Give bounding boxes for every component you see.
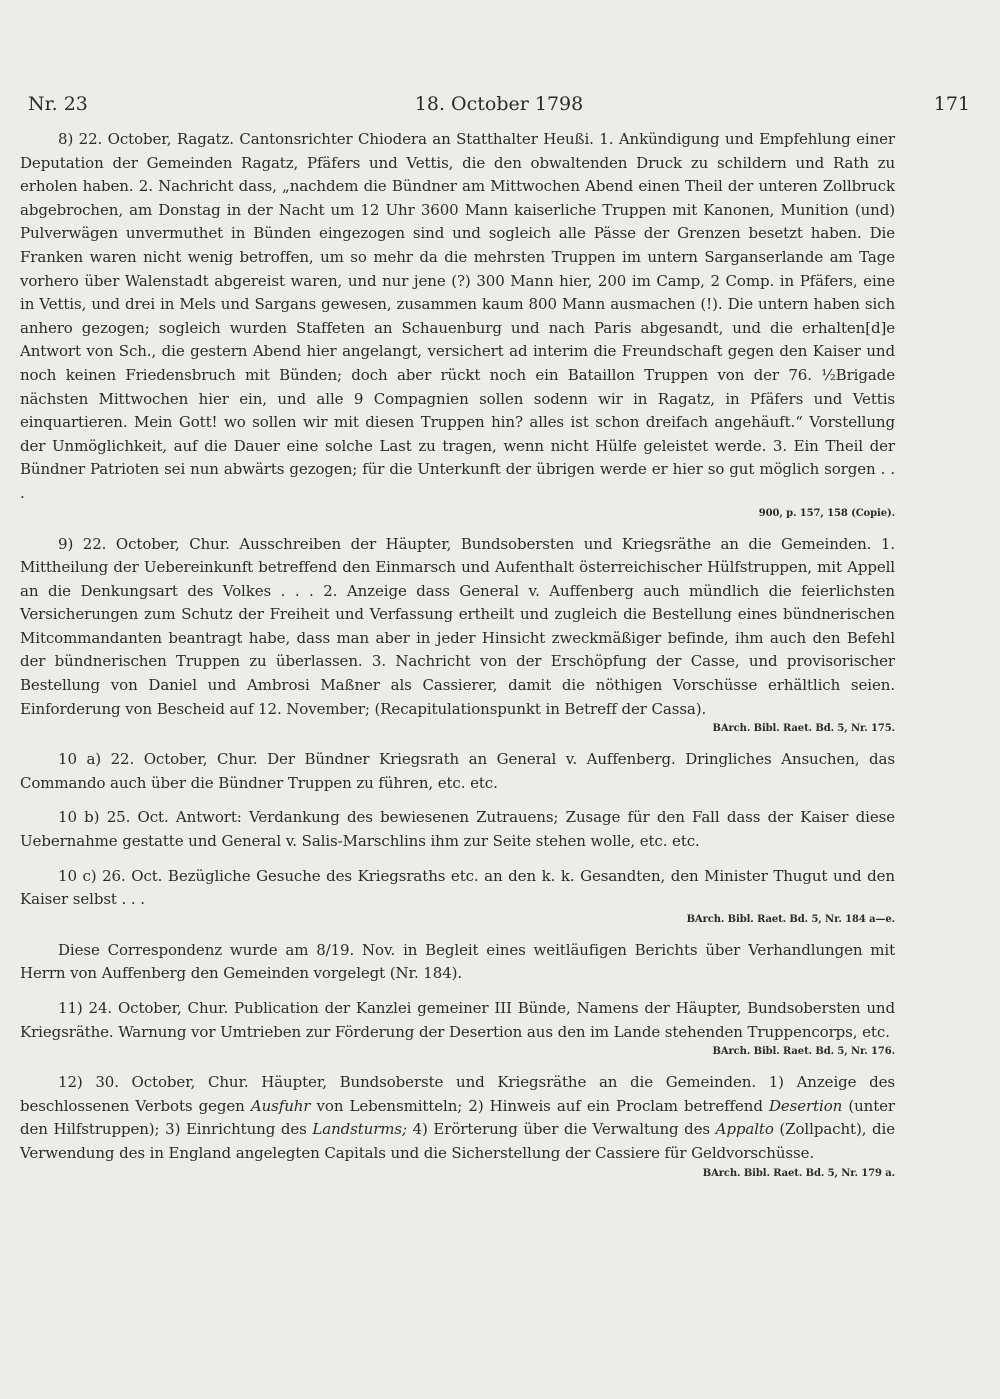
entry-10a <box>20 748 895 795</box>
entry-text: 11) 24. October, Chur. Publication der Kanzlei gemeiner III Bünde, Namens der Häupter, Bundsobersten und Kriegsräthe. Warnung vor Umtrieben zur Förderung der Desertion aus den im Lande stehenden Truppencorps, etc. <box>20 999 895 1041</box>
entry-text: 10 c) 26. Oct. Bezügliche Gesuche des Kriegsraths etc. an den k. k. Gesandten, den Minister Thugut und den Kaiser selbst . . . <box>20 866 895 909</box>
correspondence-note <box>20 939 895 986</box>
entry-text: Diese Correspondenz wurde am 8/19. Nov. in Begleit eines weitläufigen Berichts über Verhandlungen mit Herrn von Auffenberg den Gemeinden vorgelegt (Nr. 184). <box>20 940 895 983</box>
entry-text <box>20 1071 895 1165</box>
entry-12 <box>20 1071 895 1181</box>
italic-term: Appalto <box>715 1120 774 1139</box>
source-reference: BArch. Bibl. Raet. Bd. 5, Nr. 176. <box>712 1046 895 1058</box>
source-reference: BArch. Bibl. Raet. Bd. 5, Nr. 184 a—e. <box>686 913 895 925</box>
page-number: 171 <box>933 93 970 115</box>
entry-text-part: 4) Erörterung über die Verwaltung des <box>406 1120 716 1139</box>
source-reference: 900, p. 157, 158 (Copie). <box>758 507 895 519</box>
entry-text-part: (Zollpacht), die Verwendung des in England angelegten Capitals und die Sicherstellung der Cassiere für Geldvorschüsse. <box>20 1120 895 1162</box>
entry-text: 10 a) 22. October, Chur. Der Bündner Kriegsrath an General v. Auffenberg. Dringliches Ansuchen, das Commando auch über die Bündner Truppen zu führen, etc. etc. <box>20 750 895 792</box>
entry-text-part: (unter den Hilfstruppen); 3) Einrichtung des <box>20 1096 895 1139</box>
entry-text: 10 b) 25. Oct. Antwort: Verdankung des bewiesenen Zutrauens; Zusage für den Fall dass der Kaiser diese Uebernahme gestatte und General v. Salis-Marschlins ihm zur Seite stehen wolle, etc. etc. <box>20 808 895 851</box>
document-number: Nr. 23 <box>28 93 88 115</box>
entry-10c <box>20 865 895 928</box>
source-reference: BArch. Bibl. Raet. Bd. 5, Nr. 179 a. <box>702 1167 895 1179</box>
page-date: 18. October 1798 <box>414 93 584 115</box>
entry-9 <box>20 533 895 738</box>
entry-10b <box>20 806 895 853</box>
entry-text: 8) 22. October, Ragatz. Cantonsrichter Chiodera an Statthalter Heußi. 1. Ankündigung und Empfehlung einer Deputation der Gemeinden Ragatz, Pfäfers und Vettis, die den obwaltenden Druck zu schildern und Rath zu erholen haben. 2. Nachricht dass, „nachdem die Bündner am Mittwochen Abend einen Theil der unteren Zollbruck abgebrochen, am Donstag in der Nacht um 12 Uhr 3600 Mann kaiserliche Truppen mit Kanonen, Munition (und) Pulverwägen unvermuthet in Bünden eingezogen sind und sogleich alle Pässe der Grenzen besetzt haben. Die Franken waren nicht wenig betroffen, um so mehr da die mehrsten Truppen im untern Sarganserlande am Tage vorhero über Walenstadt abgereist waren, und nur jene (?) 300 Mann hier, 200 im Camp, 2 Comp. in Pfäfers, eine in Vettis, und drei in Mels und Sargans gewesen, zusammen kaum 800 Mann ausmachen (!). Die untern haben sich anhero gezogen; sogleich wurden Staffeten an Schauenburg und nach Paris abgesandt, und die erhalten[d]e Antwort von Sch., die gestern Abend hier angelangt, versichert ad interim die Freundschaft gegen den Kaiser und noch keinen Friedensbruch mit Bünden; doch aber rückt noch ein Bataillon Truppen von der 76. ½Brigade nächsten Mittwochen hier ein, und alle 9 Compagnien sollen sodenn wir in Ragatz, in Pfäfers und Vettis einquartieren. Mein Gott! wo sollen wir mit diesen Truppen hin? alles ist schon dreifach angehäuft.“ Vorstellung der Unmöglichkeit, auf die Dauer eine solche Last zu tragen, wenn nicht Hülfe geleistet werde. 3. Ein Theil der Bündner Patrioten sei nun abwärts gezogen; für die Unterkunft der übrigen werde er hier so gut möglich sorgen . . . <box>20 130 895 502</box>
entry-text-part: 12) 30. October, Chur. Häupter, Bundsoberste und Kriegsräthe an die Gemeinden. 1) Anzeige des beschlossenen Verbots gegen <box>20 1073 895 1115</box>
source-reference: BArch. Bibl. Raet. Bd. 5, Nr. 175. <box>712 723 895 735</box>
italic-term: Landsturms; <box>312 1120 407 1139</box>
entry-text-part: von Lebensmitteln; 2) Hinweis auf ein Proclam betreffend <box>310 1096 769 1115</box>
document-body <box>20 128 895 1193</box>
italic-term: Desertion <box>768 1096 843 1115</box>
entry-text: 9) 22. October, Chur. Ausschreiben der Häupter, Bundsobersten und Kriegsräthe an die Gemeinden. 1. Mittheilung der Uebereinkunft betreffend den Einmarsch und Aufenthalt österreichischer Hülfstruppen, mit Appell an die Denkungsart des Volkes . . . 2. Anzeige dass General v. Auffenberg auch mündlich die feierlichsten Versicherungen zum Schutz der Freiheit und Verfassung ertheilt und zugleich die Bestellung eines bündnerischen Mitcommandanten beantragt habe, dass man aber in jeder Hinsicht zweckmäßiger befinde, ihm auch den Befehl der bündnerischen Truppen zu überlassen. 3. Nachricht von der Erschöpfung der Casse, und provisorischer Bestellung von Daniel und Ambrosi Maßner als Cassierer, damit die nöthigen Vorschüsse erhältlich seien. Einforderung von Bescheid auf 12. November; (Recapitulationspunkt in Betreff der Cassa). <box>20 534 895 718</box>
entry-8 <box>20 128 895 522</box>
entry-11 <box>20 997 895 1060</box>
page-header <box>28 93 970 119</box>
italic-term: Ausfuhr <box>250 1096 311 1115</box>
